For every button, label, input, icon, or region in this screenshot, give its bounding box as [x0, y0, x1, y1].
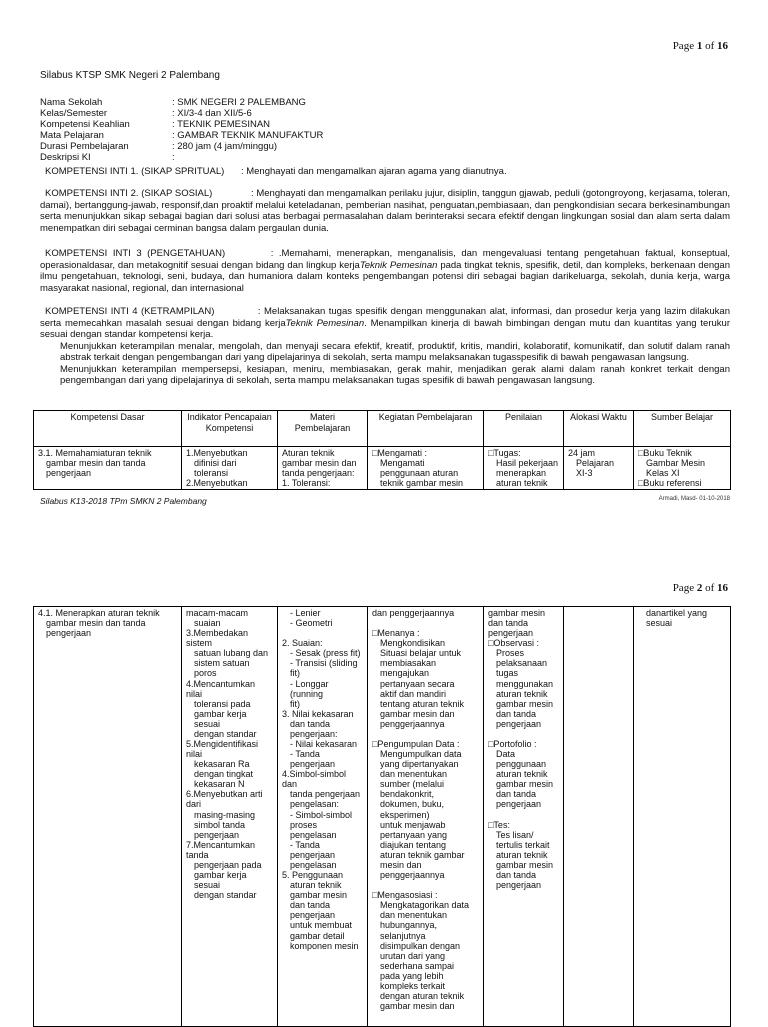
cell-alokasi — [564, 447, 634, 490]
cell-line: dan tanda — [290, 900, 331, 911]
cell-line: dengan aturan teknik — [380, 990, 465, 1001]
cell-line: penggerjaannya — [380, 870, 445, 881]
cell-sumber — [634, 447, 731, 490]
cell-line: 4.Simbol-simbol dan — [282, 769, 347, 790]
identity-value: : XI/3-4 dan XII/5-6 — [172, 108, 252, 119]
cell-line: Tes lisan/ — [496, 829, 534, 840]
identity-value: : GAMBAR TEKNIK MANUFAKTUR — [172, 130, 324, 141]
cell-line: bendakonkrit, — [380, 789, 435, 800]
identity-value: : SMK NEGERI 2 PALEMBANG — [172, 97, 306, 108]
cell-line: dan tanda — [290, 718, 331, 729]
cell-alokasi — [564, 607, 634, 1027]
ki-4-paragraph: Menunjukkan keterampilan menalar, mengolah, dan menyaji secara efektif, kreatif, produktif, kritis, mandiri, kolaboratif, komunikatif, dan solutif dalam ranah abstrak terkait dengan pengembangan dari yang dipelajarinya di sekolah, serta mampu melaksanakan tugasspesifik di bawah pengawasan langsung. — [60, 340, 730, 363]
cell-line: 4.Mencantumkan nilai — [186, 678, 256, 699]
cell-line: aturan teknik gambar — [380, 849, 465, 860]
cell-line: 3. Nilai kekasaran — [282, 708, 354, 719]
cell-line: dengan tingkat — [194, 769, 254, 780]
cell-line: proses — [290, 819, 318, 830]
cell-line: 7.Mencantumkan tanda — [186, 839, 256, 860]
cell-line: Mengumpulkan data — [380, 749, 462, 760]
cell-line: 1. Toleransi: — [282, 478, 331, 489]
cell-line: - Longgar (running — [290, 678, 329, 699]
cell-line: dan penggerjaannya — [372, 608, 455, 618]
ki-4 — [40, 306, 730, 387]
cell-line: penggunaan aturan — [380, 468, 459, 479]
cell-line: □Mengasosiasi : — [372, 890, 438, 901]
identity-label: Deskripsi KI — [40, 152, 91, 163]
cell-line: toleransi pada — [194, 698, 251, 709]
ki-3-label: KOMPETENSI INTI 3 (PENGETAHUAN) — [45, 248, 226, 259]
cell-line — [372, 618, 479, 628]
ki-3-text-italic: Teknik Pemesinan — [359, 259, 438, 271]
cell-line: fit) — [290, 668, 300, 679]
cell-line: gambar mesin — [496, 698, 554, 709]
school-identity — [40, 97, 323, 163]
cell-line: gambar mesin dan — [380, 708, 455, 719]
cell-line: gambar mesin dan tanda — [46, 458, 146, 469]
cell-line: mesin dan — [380, 859, 422, 870]
cell-line: diajukan tentang — [380, 839, 447, 850]
cell-line: □Menanya : — [372, 628, 420, 639]
cell-line: dan menentukan — [380, 769, 448, 780]
ki-4-text-b: . Menampilkan kinerja di bawah bimbingan dengan mutu dan kuantitas yang terukur sesuai dengan standar kompetensi kerja. — [40, 317, 730, 340]
identity-value: : TEKNIK PEMESINAN — [172, 119, 271, 130]
cell-line: 1.Menyebutkan — [186, 448, 248, 458]
cell-line: toleransi — [194, 468, 229, 479]
cell-line: pengerjaan — [290, 759, 336, 770]
cell-line: - Tanda — [290, 839, 320, 850]
cell-line: gambar detail — [290, 930, 345, 941]
cell-line: □Pengumpulan Data : — [372, 739, 460, 750]
ki-1-label: KOMPETENSI INTI 1. (SIKAP SPRITUAL) — [45, 166, 225, 177]
cell-line: pengerjaan: — [290, 728, 338, 739]
cell-line: 2.Menyebutkan — [186, 478, 248, 489]
cell-line: dengan standar — [194, 890, 257, 901]
cell-line: - Transisi (sliding — [290, 658, 358, 669]
cell-line: gambar mesin — [496, 779, 554, 790]
cell-line: pengerjaan — [496, 718, 542, 729]
cell-line: pengelasan: — [290, 799, 340, 810]
ki-3-text-a: : .Memahami, menerapkan, menganalisis, dan mengevaluasi tentang pengetahuan faktual, konseptual, operasionaldasar, dan metakognitif sesuai dengan bidang dan lingkup kerja — [40, 248, 730, 271]
cell-line: Gambar Mesin — [646, 458, 706, 469]
ki-4-text-a: : Melaksanakan tugas spesifik dengan menggunakan alat, informasi, dan prosedur kerja yang lazim dilakukan serta memecahkan masalah sesuai dengan bidang kerja — [40, 306, 730, 329]
cell-indikator — [182, 447, 278, 490]
cell-line: yang dipertanyakan — [380, 759, 459, 770]
cell-line: - Tanda — [290, 749, 320, 760]
cell-line: mengajukan — [380, 668, 430, 679]
col-header: Penilaian — [484, 411, 564, 447]
cell-line: untuk menjawab — [380, 819, 446, 830]
cell-line: hubungannya, — [380, 920, 438, 931]
cell-line: gambar kerja sesuai — [194, 870, 247, 891]
cell-line: 6.Menyebutkan arti dari — [186, 789, 263, 810]
cell-line — [282, 628, 363, 638]
cell-line: □Buku Teknik — [638, 448, 692, 458]
cell-line: pertanyaan secara — [380, 678, 455, 689]
identity-label: Mata Pelajaran — [40, 130, 104, 141]
cell-line: pengerjaan — [290, 910, 336, 921]
cell-line: □Portofolio : — [488, 739, 537, 750]
cell-line: pengerjaan — [194, 829, 240, 840]
ki-2 — [40, 188, 730, 234]
cell-line: Kelas XI — [646, 468, 680, 479]
cell-line: Hasil pekerjaan — [496, 458, 559, 469]
cell-line: tanda pengerjaan — [290, 789, 361, 800]
cell-line: 5. Penggunaan — [282, 870, 344, 881]
cell-line — [372, 729, 479, 739]
ki-3-text-b: pada tingkat teknis, spesifik, detil, dan kompleks, berkenaan dengan ilmu pengetahuan, teknologi, seni, budaya, dan humaniora dalam konteks pengembangan potensi diri sebagai bagian darikeluarga, sekolah, dunia kerja, warga masyarakat nasional, regional, dan internasional — [40, 259, 731, 294]
cell-line: difinisi dari — [194, 458, 237, 469]
page-number: Page 1 of 16 — [672, 40, 728, 52]
cell-line: gambar mesin — [488, 608, 546, 618]
cell-line: sederhana sampai — [380, 960, 455, 971]
cell-line: eksperimen) — [380, 809, 430, 820]
cell-line: gambar mesin dan tanda — [46, 618, 146, 629]
cell-line: penggunaan — [496, 759, 547, 770]
cell-materi — [278, 447, 368, 490]
cell-line — [372, 880, 479, 890]
ki-4-paragraph: Menunjukkan keterampilan mempersepsi, kesiapan, meniru, membiasakan, gerak mahir, menjadikan gerak alami dalam ranah konkret terkait dengan pengembangan dari yang dipelajarinya di sekolah, serta mampu melaksanakan tugas spesifik di bawah pengawasan langsung. — [60, 363, 730, 386]
cell-line: □Mengamati : — [372, 448, 427, 458]
cell-line: pengerjaan — [488, 628, 534, 639]
cell-line: membiasakan — [380, 658, 437, 669]
page-footer — [40, 496, 730, 506]
cell-line: menggunakan — [496, 678, 554, 689]
ki-1-text: : Menghayati dan mengamalkan ajaran agama yang dianutnya. — [240, 166, 507, 177]
cell-line: Mengkatagorikan data — [380, 900, 470, 911]
cell-line: pada yang lebih — [380, 970, 444, 981]
cell-line: pengelasan — [290, 859, 337, 870]
cell-line: sumber (melalui — [380, 779, 445, 790]
cell-line: dengan standar — [194, 728, 257, 739]
cell-line: aturan teknik — [290, 880, 342, 891]
cell-line: dan menentukan — [380, 910, 448, 921]
cell-line: macam-macam — [186, 608, 249, 618]
syllabus-table-continued — [33, 606, 730, 1027]
ki-1 — [40, 166, 730, 177]
cell-line: 3.Membedakan sistem — [186, 628, 249, 649]
footer-left: Silabus K13-2018 TPm SMKN 2 Palembang — [40, 496, 207, 506]
identity-value: : — [172, 152, 175, 163]
cell-line: - Sesak (press fit) — [290, 648, 361, 659]
cell-line: aturan teknik — [496, 688, 548, 699]
cell-line: □Buku referensi — [638, 478, 702, 489]
page-1 — [0, 0, 768, 512]
cell-line: pengerjaan — [290, 849, 336, 860]
cell-line: tentang aturan teknik — [380, 698, 465, 709]
cell-line: satuan lubang dan — [194, 648, 269, 659]
identity-label: Kompetensi Keahlian — [40, 119, 130, 130]
cell-line: Proses — [496, 648, 525, 659]
cell-line: teknik gambar mesin — [380, 478, 464, 489]
cell-line: masing-masing — [194, 809, 256, 820]
col-header: Sumber Belajar — [634, 411, 731, 447]
footer-right: Armadi, Masd- 01-10-2018 — [658, 496, 730, 502]
cell-kompetensi-dasar — [34, 607, 182, 1027]
page-number: Page 2 of 16 — [672, 582, 728, 594]
cell-line: 3.1. Memahamiaturan teknik — [38, 448, 152, 458]
cell-kegiatan — [368, 447, 484, 490]
cell-line: Mengamati — [380, 458, 425, 469]
cell-line: gambar mesin dan — [380, 1001, 455, 1012]
page-gap — [0, 530, 768, 560]
cell-line: Mengkondisikan — [380, 638, 446, 649]
cell-line: pertanyaan yang — [380, 829, 448, 840]
cell-line: 5.Mengidentifikasi nilai — [186, 739, 259, 760]
cell-line: selanjutnya — [380, 930, 426, 941]
cell-penilaian — [484, 607, 564, 1027]
cell-line: danartikel yang — [646, 608, 708, 618]
cell-line: untuk membuat — [290, 920, 353, 931]
syllabus-table — [33, 410, 730, 490]
cell-line: pengelasan — [290, 829, 337, 840]
cell-line: dan tanda — [488, 618, 529, 629]
cell-line: pengerjaan pada — [194, 859, 262, 870]
cell-line: Situasi belajar untuk — [380, 648, 462, 659]
cell-line: aturan teknik — [496, 769, 548, 780]
cell-line: menerapkan — [496, 468, 547, 479]
ki-2-label: KOMPETENSI INTI 2. (SIKAP SOSIAL) — [45, 188, 213, 199]
cell-line: komponen mesin — [290, 940, 359, 951]
cell-line: □Observasi : — [488, 638, 539, 649]
cell-line: □Tugas: — [488, 448, 521, 458]
cell-line — [488, 810, 559, 820]
cell-line: aktif dan mandiri — [380, 688, 447, 699]
col-header: Kegiatan Pembelajaran — [368, 411, 484, 447]
cell-line: sistem satuan poros — [194, 658, 250, 679]
cell-line: kekasaran Ra — [194, 759, 250, 770]
ki-4-label: KOMPETENSI INTI 4 (KETRAMPILAN) — [45, 306, 215, 317]
cell-line: dokumen, buku, — [380, 799, 445, 810]
identity-label: Nama Sekolah — [40, 97, 103, 108]
cell-line: dan tanda — [496, 708, 537, 719]
cell-line: gambar kerja sesuai — [194, 708, 247, 729]
cell-penilaian — [484, 447, 564, 490]
cell-line: penggerjaannya — [380, 718, 445, 729]
ki-2-text: : Menghayati dan mengamalkan perilaku jujur, disiplin, tanggun gjawab, peduli (gotongroyong, kerjasama, toleran, damai), bertanggung-jawab, responsif,dan proaktif melalui keteladanan, pemberian nasihat, penguatan,pembiasaan, dan pengkondisian secara berkesinambungan serta menunjukkan sikap sebagai bagian dari solusi atas berbagai permasalahan dalam berinteraksi secara efektif dengan lingkungan sosial dan alam serta dalam menempatkan diri sebagai cerminan bangsa dalam pergaulan dunia. — [40, 188, 730, 234]
identity-label: Durasi Pembelajaran — [40, 141, 129, 152]
identity-label: Kelas/Semester — [40, 108, 108, 119]
cell-line: dan tanda — [496, 789, 537, 800]
cell-line: aturan teknik — [496, 478, 548, 489]
page-2 — [0, 560, 768, 1024]
cell-line: simbol tanda — [194, 819, 246, 830]
cell-line — [488, 729, 559, 739]
cell-kegiatan — [368, 607, 484, 1027]
cell-line: 4.1. Menerapkan aturan teknik — [38, 608, 160, 618]
cell-sumber — [634, 607, 731, 1027]
col-header: Indikator Pencapaian Kompetensi — [182, 411, 278, 447]
cell-kompetensi-dasar — [34, 447, 182, 490]
col-header: Kompetensi Dasar — [34, 411, 182, 447]
identity-value: : 280 jam (4 jam/minggu) — [172, 141, 278, 152]
cell-line: pengerjaan — [46, 468, 92, 479]
cell-line: pengerjaan — [496, 799, 542, 810]
syllabus-heading: Silabus KTSP SMK Negeri 2 Palembang — [40, 70, 220, 81]
cell-line: fit) — [290, 698, 300, 709]
cell-line: aturan teknik — [496, 849, 548, 860]
ki-4-text-italic: Teknik Pemesinan — [285, 317, 365, 329]
cell-line: dan tanda — [496, 870, 537, 881]
cell-line: pengerjaan — [46, 628, 92, 639]
cell-line: urutan dari yang — [380, 950, 446, 961]
cell-line: pengerjaan — [496, 880, 542, 891]
cell-line: disimpulkan dengan — [380, 940, 461, 951]
cell-line: pelaksanaan — [496, 658, 548, 669]
col-header: Materi Pembelajaran — [278, 411, 368, 447]
cell-line: gambar mesin — [290, 890, 348, 901]
cell-line: kekasaran N — [194, 779, 245, 790]
cell-line: tanda pengerjaan: — [282, 468, 355, 479]
cell-line: Data — [496, 749, 516, 760]
cell-line: XI-3 — [576, 468, 593, 479]
cell-line: suaian — [194, 618, 221, 629]
ki-3 — [40, 248, 730, 294]
cell-line: 2. Suaian: — [282, 638, 323, 649]
cell-line: Aturan teknik — [282, 448, 335, 458]
cell-line: □Tes: — [488, 819, 510, 830]
cell-line: 24 jam — [568, 448, 596, 458]
cell-line: - Nilai kekasaran — [290, 739, 358, 750]
cell-line: - Lenier — [290, 608, 321, 618]
cell-line: tertulis terkait — [496, 839, 550, 850]
cell-line: gambar mesin dan — [282, 458, 357, 469]
cell-line: sesuai — [646, 618, 673, 629]
cell-line: - Geometri — [290, 618, 333, 629]
cell-line: Pelajaran — [576, 458, 615, 469]
cell-line: gambar mesin — [496, 859, 554, 870]
col-header: Alokasi Waktu — [564, 411, 634, 447]
cell-line: tugas — [496, 668, 519, 679]
cell-indikator — [182, 607, 278, 1027]
cell-line: kompleks terkait — [380, 980, 446, 991]
cell-line: - Simbol-simbol — [290, 809, 353, 820]
cell-materi — [278, 607, 368, 1027]
